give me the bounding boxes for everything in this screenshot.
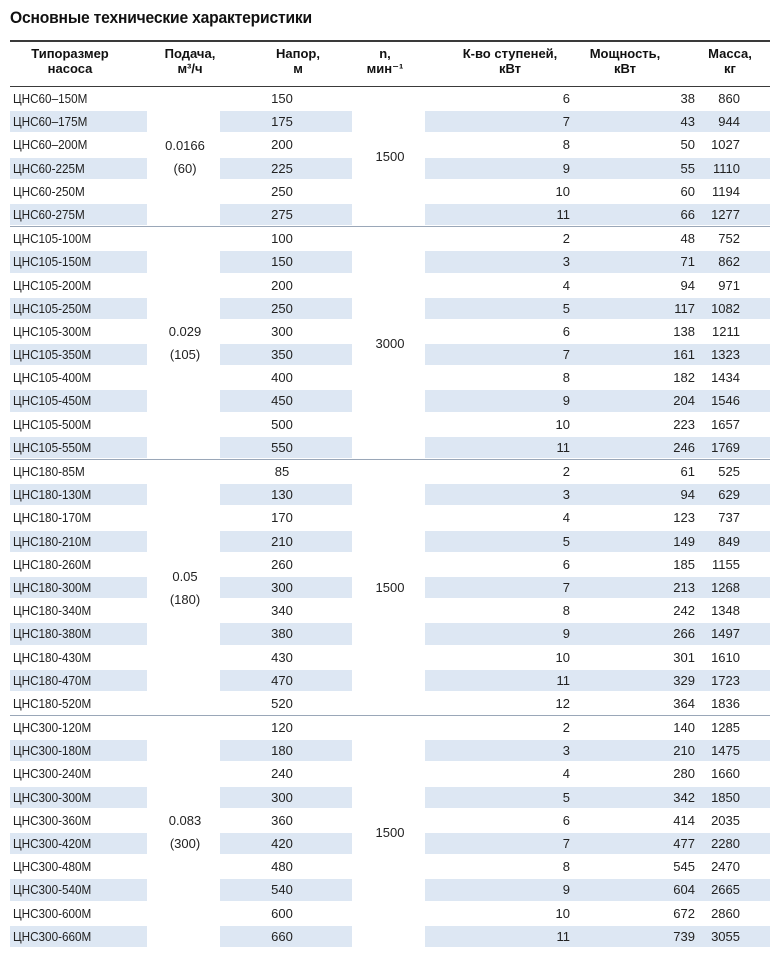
table-header [10, 40, 770, 87]
cell-mass: 1082 [711, 300, 740, 316]
cell-mass: 1723 [711, 672, 740, 688]
cell-power: 48 [680, 231, 695, 247]
cell-model: ЦНС300-600М [13, 905, 92, 921]
cell-stages: 7 [562, 836, 570, 851]
table-row [10, 646, 770, 669]
cell-stages: 5 [562, 533, 570, 549]
cell-model: ЦНС105-400М [13, 370, 92, 386]
table-row [10, 716, 770, 739]
cell-stages: 4 [562, 766, 570, 782]
cell-mass: 1769 [711, 439, 740, 455]
table-row [10, 553, 770, 576]
cell-mass: 752 [718, 231, 740, 247]
cell-mass: 629 [718, 487, 740, 503]
cell-head: 450 [271, 393, 293, 409]
cell-stages: 9 [562, 393, 570, 409]
cell-stages: 2 [562, 720, 570, 736]
cell-stages: 7 [562, 347, 570, 363]
cell-model: ЦНС60–150М [13, 91, 88, 106]
cell-head: 170 [271, 510, 293, 526]
table-row [10, 227, 770, 250]
cell-stages: 8 [562, 137, 570, 153]
cell-model: ЦНС180-520М [13, 695, 92, 711]
cell-model: ЦНС105-500М [13, 416, 92, 432]
cell-model: ЦНС60-250М [13, 183, 85, 199]
cell-head: 150 [271, 91, 293, 106]
cell-head: 275 [271, 206, 293, 222]
cell-power: 117 [674, 300, 695, 316]
cell-mass: 1268 [711, 579, 740, 595]
cell-power: 204 [673, 393, 695, 409]
cell-flow [150, 134, 220, 180]
cell-stages: 10 [555, 905, 570, 921]
cell-power: 210 [673, 743, 695, 759]
cell-mass: 1155 [712, 556, 740, 572]
header-head-line1: Напор, [276, 46, 320, 61]
cell-model: ЦНС180-85М [13, 464, 85, 479]
cell-head: 550 [271, 439, 293, 455]
cell-model: ЦНС60–200М [13, 137, 88, 153]
cell-head: 210 [271, 533, 293, 549]
cell-head: 350 [271, 347, 293, 363]
cell-mass: 1211 [712, 323, 740, 339]
cell-model: ЦНС180-470М [13, 672, 92, 688]
cell-model: ЦНС180-210М [13, 533, 92, 549]
cell-mass: 1434 [711, 370, 740, 386]
table-row [10, 87, 770, 110]
table-row [10, 692, 770, 715]
cell-stages: 9 [562, 882, 570, 898]
cell-head: 430 [271, 649, 293, 665]
cell-head: 120 [271, 720, 293, 736]
cell-power: 242 [673, 603, 695, 619]
flow-value: 0.05 [172, 568, 198, 584]
cell-stages: 5 [562, 300, 570, 316]
cell-mass: 1110 [713, 160, 740, 176]
cell-mass: 944 [718, 114, 740, 130]
header-head-line2: м [293, 61, 303, 76]
cell-head: 200 [271, 137, 293, 153]
cell-stages: 10 [555, 416, 570, 432]
table-row [10, 762, 770, 785]
table-row [10, 413, 770, 436]
table-row [10, 180, 770, 203]
cell-head: 420 [271, 836, 293, 851]
table-row [10, 297, 770, 320]
row-group [10, 459, 770, 715]
cell-mass: 737 [718, 510, 740, 526]
cell-power: 364 [673, 695, 695, 711]
cell-stages: 11 [556, 928, 570, 944]
cell-stages: 8 [562, 370, 570, 386]
cell-stages: 6 [562, 323, 570, 339]
cell-power: 223 [673, 416, 695, 432]
cell-power: 138 [673, 323, 695, 339]
cell-power: 38 [680, 91, 695, 106]
cell-head: 600 [271, 905, 293, 921]
cell-model: ЦНС105-300М [13, 323, 92, 339]
cell-model: ЦНС105-200М [13, 277, 92, 293]
cell-power: 213 [673, 579, 695, 595]
cell-mass: 1194 [712, 183, 740, 199]
flow-alt-value: (60) [173, 160, 197, 176]
cell-model: ЦНС300-480М [13, 859, 92, 875]
cell-stages: 3 [562, 254, 570, 270]
cell-model: ЦНС300-180М [13, 743, 92, 759]
cell-mass: 860 [718, 91, 740, 106]
table-row [10, 786, 770, 809]
table-row [10, 436, 770, 459]
cell-power: 71 [680, 254, 695, 270]
cell-mass: 1027 [711, 137, 740, 153]
cell-speed: 1500 [375, 149, 405, 165]
cell-power: 43 [680, 114, 695, 130]
cell-power: 149 [673, 533, 695, 549]
cell-stages: 5 [562, 789, 570, 805]
cell-power: 61 [680, 464, 695, 479]
cell-mass: 1610 [711, 649, 740, 665]
cell-model: ЦНС180-380М [13, 626, 92, 642]
cell-stages: 3 [562, 487, 570, 503]
header-power [570, 46, 680, 76]
cell-stages: 4 [562, 510, 570, 526]
cell-head: 360 [271, 812, 293, 828]
cell-stages: 10 [555, 183, 570, 199]
cell-model: ЦНС300-240М [13, 766, 92, 782]
cell-power: 123 [673, 510, 695, 526]
cell-stages: 7 [562, 579, 570, 595]
cell-power: 94 [680, 277, 695, 293]
table-row [10, 902, 770, 925]
header-head [248, 46, 348, 76]
flow-alt-value: (105) [169, 347, 201, 363]
header-stages-line1: К-во ступеней, [462, 46, 558, 61]
cell-model: ЦНС105-450М [13, 393, 92, 409]
cell-mass: 1475 [711, 743, 740, 759]
cell-mass: 849 [718, 533, 740, 549]
cell-model: ЦНС180-170М [13, 510, 92, 526]
cell-power: 182 [673, 370, 695, 386]
header-model [10, 46, 130, 76]
cell-stages: 7 [562, 114, 570, 130]
cell-stages: 3 [562, 743, 570, 759]
table-row [10, 599, 770, 622]
cell-head: 520 [271, 695, 293, 711]
header-model-line1: Типоразмер [31, 46, 109, 61]
cell-flow [150, 320, 220, 366]
cell-mass: 2280 [711, 836, 740, 851]
table-row [10, 389, 770, 412]
cell-head: 660 [271, 928, 293, 944]
cell-head: 380 [271, 626, 293, 642]
cell-stages: 4 [562, 277, 570, 293]
cell-stages: 9 [562, 160, 570, 176]
cell-power: 414 [673, 812, 695, 828]
flow-value: 0.0166 [165, 137, 205, 153]
cell-head: 260 [271, 556, 293, 572]
flow-alt-value: (300) [169, 836, 201, 852]
flow-value: 0.083 [168, 813, 202, 829]
cell-mass: 1660 [711, 766, 740, 782]
cell-power: 246 [673, 439, 695, 455]
cell-power: 604 [673, 882, 695, 898]
page-title: Основные технические характеристики [10, 8, 312, 27]
cell-mass: 525 [718, 464, 740, 479]
cell-model: ЦНС300-360М [13, 812, 92, 828]
cell-head: 150 [271, 254, 293, 270]
table-row [10, 110, 770, 133]
table-row [10, 925, 770, 948]
cell-model: ЦНС60-275М [13, 206, 85, 222]
cell-head: 175 [271, 114, 293, 130]
cell-power: 329 [673, 672, 695, 688]
cell-stages: 12 [555, 695, 570, 711]
table-row [10, 250, 770, 273]
cell-flow [150, 809, 220, 855]
cell-model: ЦНС105-250М [13, 300, 92, 316]
cell-power: 301 [673, 649, 695, 665]
cell-model: ЦНС60–175М [13, 114, 88, 130]
header-mass-line1: Масса, [708, 46, 752, 61]
cell-head: 130 [271, 487, 293, 503]
table-body [10, 87, 770, 948]
cell-power: 140 [673, 720, 695, 736]
cell-model: ЦНС105-350М [13, 347, 92, 363]
cell-mass: 1348 [711, 603, 740, 619]
cell-power: 342 [673, 789, 695, 805]
cell-stages: 11 [556, 439, 570, 455]
cell-speed: 3000 [375, 335, 405, 351]
row-group [10, 715, 770, 948]
cell-speed: 1500 [375, 580, 405, 596]
header-power-line1: Мощность, [589, 46, 661, 61]
cell-mass: 1285 [711, 720, 740, 736]
header-speed [340, 46, 430, 76]
header-speed-line1: n, [379, 46, 391, 61]
cell-mass: 862 [718, 254, 740, 270]
cell-stages: 6 [562, 556, 570, 572]
cell-model: ЦНС60-225М [13, 160, 85, 176]
table-row [10, 483, 770, 506]
cell-stages: 6 [562, 812, 570, 828]
cell-power: 739 [673, 928, 695, 944]
cell-power: 55 [680, 160, 695, 176]
cell-head: 250 [271, 300, 293, 316]
cell-mass: 1497 [711, 626, 740, 642]
header-flow-line2: м³/ч [177, 61, 203, 76]
cell-model: ЦНС180-300М [13, 579, 92, 595]
cell-mass: 971 [718, 277, 740, 293]
flow-value: 0.029 [168, 324, 202, 340]
header-mass [690, 46, 770, 76]
cell-head: 400 [271, 370, 293, 386]
cell-mass: 2665 [711, 882, 740, 898]
cell-stages: 9 [562, 626, 570, 642]
cell-head: 225 [271, 160, 293, 176]
cell-model: ЦНС300-300М [13, 789, 92, 805]
cell-power: 280 [673, 766, 695, 782]
cell-head: 250 [271, 183, 293, 199]
cell-mass: 1323 [711, 347, 740, 363]
cell-head: 300 [271, 579, 293, 595]
cell-head: 300 [271, 789, 293, 805]
cell-power: 185 [673, 556, 695, 572]
cell-head: 480 [271, 859, 293, 875]
header-model-line2: насоса [47, 61, 93, 76]
cell-head: 340 [271, 603, 293, 619]
cell-model: ЦНС105-550М [13, 439, 92, 455]
cell-mass: 2470 [711, 859, 740, 875]
cell-mass: 1546 [711, 393, 740, 409]
cell-head: 500 [271, 416, 293, 432]
table-row [10, 855, 770, 878]
row-group [10, 226, 770, 459]
cell-power: 66 [680, 206, 695, 222]
cell-power: 60 [680, 183, 695, 199]
header-power-line2: кВт [613, 61, 637, 76]
cell-head: 85 [274, 464, 290, 479]
cell-stages: 11 [556, 206, 570, 222]
cell-mass: 3055 [711, 928, 740, 944]
cell-power: 50 [680, 137, 695, 153]
table-row [10, 366, 770, 389]
cell-head: 240 [271, 766, 293, 782]
cell-mass: 2860 [711, 905, 740, 921]
table-row [10, 739, 770, 762]
cell-power: 672 [673, 905, 695, 921]
header-flow-line1: Подача, [164, 46, 216, 61]
cell-head: 200 [271, 277, 293, 293]
table-row [10, 460, 770, 483]
cell-stages: 6 [562, 91, 570, 106]
table-row [10, 878, 770, 901]
header-speed-line2: мин⁻¹ [366, 61, 404, 76]
cell-model: ЦНС180-430М [13, 649, 92, 665]
cell-head: 300 [271, 323, 293, 339]
cell-model: ЦНС105-100М [13, 231, 92, 247]
cell-stages: 2 [562, 464, 570, 479]
cell-model: ЦНС105-150М [13, 254, 92, 270]
table-row [10, 622, 770, 645]
cell-stages: 10 [555, 649, 570, 665]
cell-stages: 2 [562, 231, 570, 247]
flow-alt-value: (180) [169, 591, 201, 607]
header-mass-line2: кг [724, 61, 736, 76]
cell-power: 266 [673, 626, 695, 642]
table-row [10, 530, 770, 553]
cell-power: 161 [673, 347, 695, 363]
cell-mass: 1277 [711, 206, 740, 222]
cell-model: ЦНС300-660М [13, 928, 92, 944]
cell-head: 180 [271, 743, 293, 759]
cell-stages: 8 [562, 603, 570, 619]
cell-head: 540 [271, 882, 293, 898]
cell-head: 100 [271, 231, 293, 247]
cell-stages: 11 [556, 672, 570, 688]
table-row [10, 669, 770, 692]
cell-model: ЦНС180-260М [13, 556, 92, 572]
cell-mass: 1850 [711, 789, 740, 805]
cell-power: 477 [673, 836, 695, 851]
cell-mass: 2035 [711, 812, 740, 828]
header-flow [140, 46, 240, 76]
cell-power: 94 [680, 487, 695, 503]
table-row [10, 506, 770, 529]
cell-model: ЦНС300-120М [13, 720, 92, 736]
table-row [10, 274, 770, 297]
cell-mass: 1657 [711, 416, 740, 432]
row-group [10, 87, 770, 226]
cell-stages: 8 [562, 859, 570, 875]
table-row [10, 203, 770, 226]
cell-mass: 1836 [711, 695, 740, 711]
cell-power: 545 [673, 859, 695, 875]
cell-head: 470 [271, 672, 293, 688]
spec-table [10, 40, 770, 948]
cell-model: ЦНС300-420М [13, 836, 92, 851]
cell-model: ЦНС180-130М [13, 487, 92, 503]
cell-speed: 1500 [375, 824, 405, 840]
cell-model: ЦНС300-540М [13, 882, 92, 898]
cell-model: ЦНС180-340М [13, 603, 92, 619]
header-stages-line2: кВт [498, 61, 522, 76]
cell-flow [150, 565, 220, 611]
header-stages [435, 46, 585, 76]
